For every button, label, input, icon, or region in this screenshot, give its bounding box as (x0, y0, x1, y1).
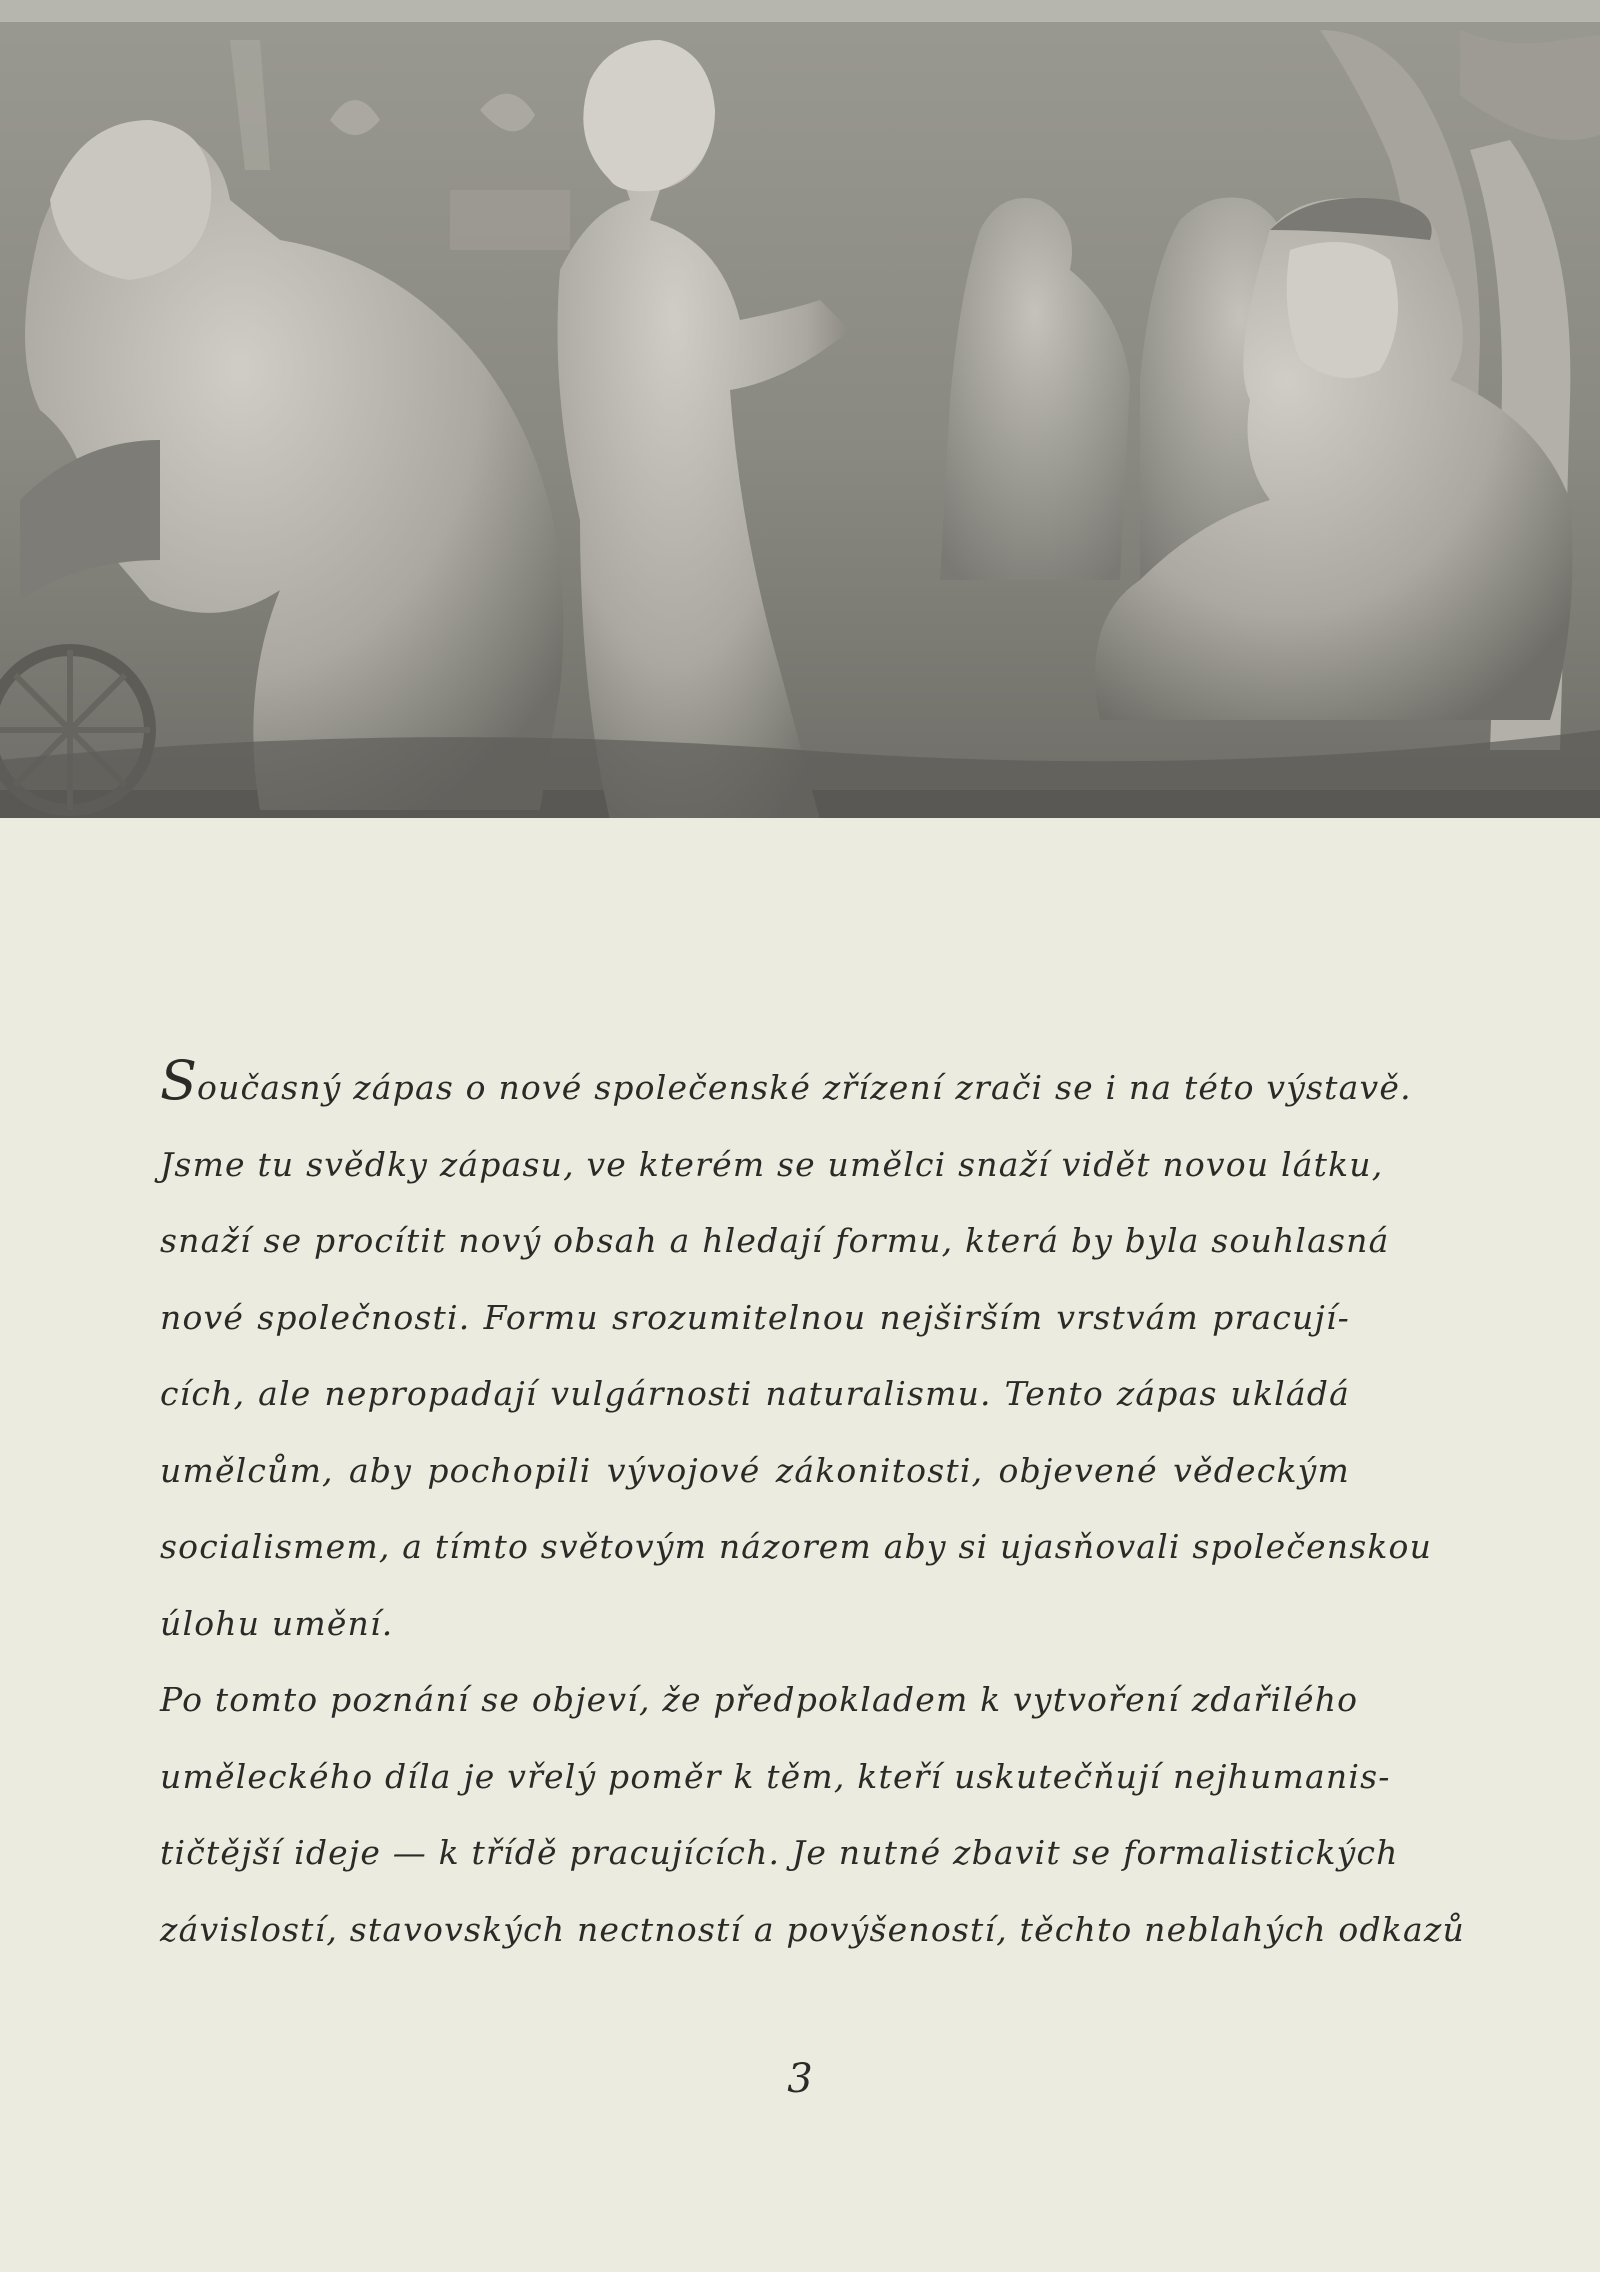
text-line: socialismem, a tímto světovým názorem aby si ujasňovali společenskou (160, 1527, 1433, 1566)
page-number: 3 (787, 2056, 813, 2102)
drop-initial: S (160, 1049, 197, 1112)
text-line: snaží se procítit nový obsah a hledají formu, která by byla souhlasná (160, 1221, 1390, 1260)
text-line: úlohu umění. (160, 1603, 394, 1643)
text-line: cích, ale nepropadají vulgárnosti naturalismu. Tento zápas ukládá (160, 1374, 1350, 1413)
text-line: Současný zápas o nové společenské zřízení zrači se i na této výstavě. (160, 1049, 1412, 1112)
text-line: umělcům, aby pochopili vývojové zákonitosti, objevené vědeckým (160, 1450, 1350, 1490)
relief-image (0, 0, 1600, 818)
paragraph-1 (160, 1049, 1433, 1662)
text-line: Jsme tu svědky zápasu, ve kterém se umělci snaží vidět novou látku, (160, 1144, 1384, 1184)
body-text (160, 1049, 1465, 1968)
text-line: uměleckého díla je vřelý poměr k těm, kteří uskutečňují nejhumanis- (160, 1756, 1391, 1796)
text-line: tičtější ideje — k třídě pracujících. Je nutné zbavit se formalistických (160, 1833, 1399, 1872)
paragraph-2 (160, 1662, 1465, 1968)
text-line: Po tomto poznání se objeví, že předpokladem k vytvoření zdařilého (160, 1680, 1359, 1719)
relief-photograph (0, 0, 1600, 818)
text-line: nové společnosti. Formu srozumitelnou nejširším vrstvám pracují- (160, 1297, 1350, 1337)
text-line: závislostí, stavovských nectností a povýšeností, těchto neblahých odkazů (160, 1909, 1465, 1949)
